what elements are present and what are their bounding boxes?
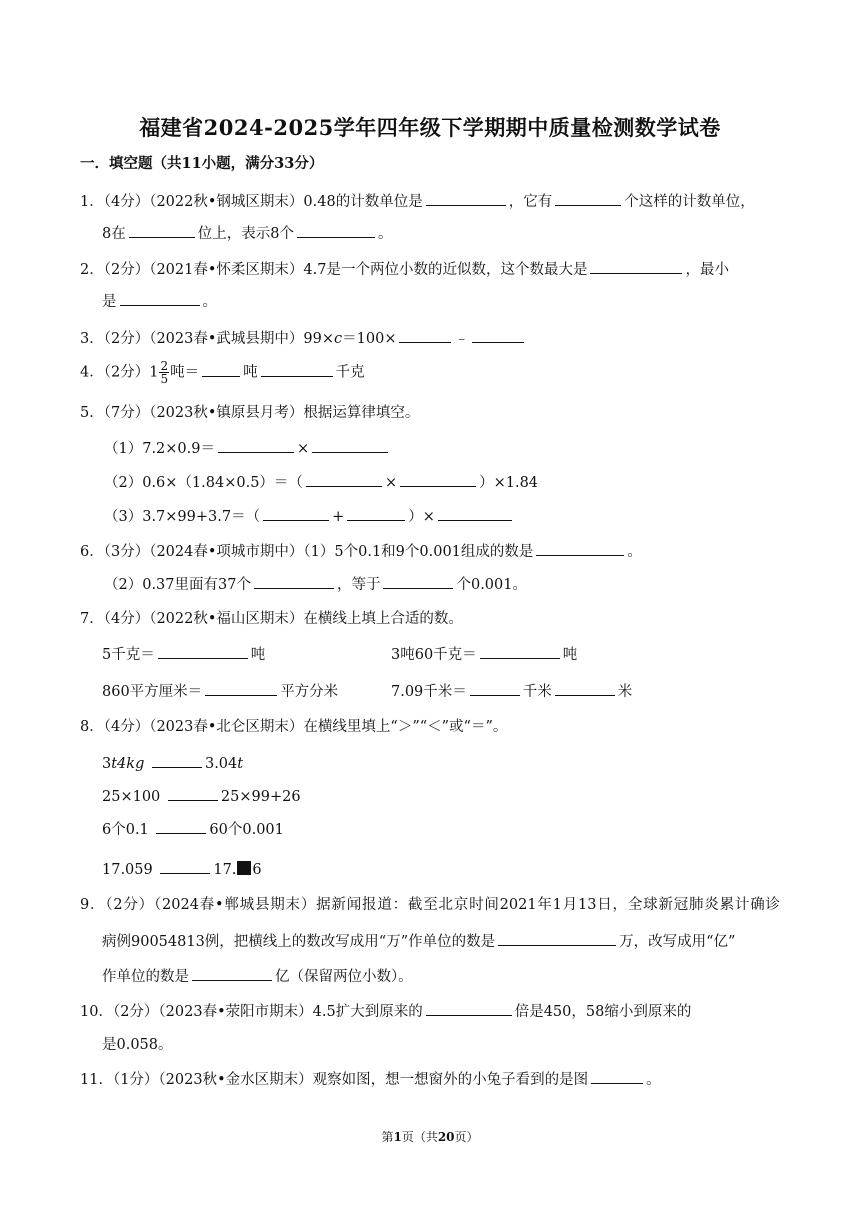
question-9-line-3: 作单位的数是 亿（保留两位小数）。 xyxy=(102,965,413,986)
answer-blank[interactable] xyxy=(555,190,621,206)
answer-blank[interactable] xyxy=(168,785,218,801)
answer-blank[interactable] xyxy=(152,752,202,768)
answer-blank[interactable] xyxy=(470,680,520,696)
question-7: 7．（4分）（2022秋•福山区期末）在横线上填上合适的数。 xyxy=(80,611,463,627)
answer-blank[interactable] xyxy=(426,1000,512,1016)
question-2-line-2: 是 。 xyxy=(102,290,217,311)
answer-blank[interactable] xyxy=(438,505,512,521)
question-6: 6．（3分）（2024春•项城市期中）（1）5个0.1和9个0.001组成的数是 。 xyxy=(80,540,642,561)
answer-blank[interactable] xyxy=(472,327,524,343)
answer-blank[interactable] xyxy=(383,573,453,589)
question-8-row-3: 6个0.1 60个0.001 xyxy=(102,818,284,839)
question-8-row-1: 3t4kg 3.04t xyxy=(102,752,243,772)
answer-blank[interactable] xyxy=(555,680,615,696)
answer-blank[interactable] xyxy=(536,540,624,556)
answer-blank[interactable] xyxy=(205,680,277,696)
question-9-line-2: 病例90054813例，把横线上的数改写成用“万”作单位的数是 万，改写成用“亿” xyxy=(102,930,735,951)
answer-blank[interactable] xyxy=(120,290,200,306)
answer-blank[interactable] xyxy=(480,643,560,659)
answer-blank[interactable] xyxy=(129,222,195,238)
question-5-part-3: （3）3.7×99+3.7＝（ + ）× xyxy=(104,505,515,526)
question-9-line-1: 9．（2分）（2024春•郸城县期末）据新闻报道：截至北京时间2021年1月13日，全球新冠肺炎累计确诊 xyxy=(80,897,780,913)
question-10-line-1: 10．（2分）（2023春•荥阳市期末）4.5扩大到原来的 倍是450，58缩小到原来的 xyxy=(80,1000,691,1021)
answer-blank[interactable] xyxy=(399,327,451,343)
question-1-line-2: 8在 位上，表示8个 。 xyxy=(102,222,392,243)
question-11: 11．（1分）（2023秋•金水区期末）观察如图，想一想窗外的小兔子看到的是图 。 xyxy=(80,1068,661,1089)
page-footer: 第1页（共20页） xyxy=(381,1130,479,1144)
question-7-row-1-left: 5千克＝ 吨 xyxy=(102,643,265,664)
answer-blank[interactable] xyxy=(156,818,206,834)
answer-blank[interactable] xyxy=(261,361,333,377)
question-8: 8．（4分）（2023春•北仑区期末）在横线里填上“＞”“＜”或“＝”。 xyxy=(80,719,508,735)
answer-blank[interactable] xyxy=(263,505,329,521)
answer-blank[interactable] xyxy=(312,437,388,453)
question-1-line-1: 1．（4分）（2022秋•钢城区期末）0.48的计数单位是 ，它有 个这样的计数单位， xyxy=(80,190,755,211)
answer-blank[interactable] xyxy=(158,643,248,659)
answer-blank[interactable] xyxy=(202,361,240,377)
answer-blank[interactable] xyxy=(426,190,506,206)
question-5-part-2: （2）0.6×（1.84×0.5）＝（ × ）×1.84 xyxy=(104,471,538,492)
answer-blank[interactable] xyxy=(254,573,334,589)
question-6-part-2: （2）0.37里面有37个 ，等于 个0.001。 xyxy=(104,573,527,594)
answer-blank[interactable] xyxy=(297,222,375,238)
question-3: 3．（2分）（2023春•武城县期中）99×c＝100× ﹣ xyxy=(80,327,527,348)
question-4: 4．（2分）1 $\frac{2}{5}$ 吨＝ 吨 千克 xyxy=(80,359,365,386)
question-5: 5．（7分）（2023秋•镇原县月考）根据运算律填空。 xyxy=(80,405,420,421)
section-heading: 一．填空题（共11小题，满分33分） xyxy=(80,155,324,172)
answer-blank[interactable] xyxy=(498,930,616,946)
question-7-row-2-left: 860平方厘米＝ 平方分米 xyxy=(102,680,338,701)
page-title: 福建省2024-2025学年四年级下学期期中质量检测数学试卷 xyxy=(139,115,721,140)
answer-blank[interactable] xyxy=(306,471,382,487)
question-5-part-1: （1）7.2×0.9＝ × xyxy=(104,437,391,458)
question-10-line-2: 是0.058。 xyxy=(102,1037,173,1053)
answer-blank[interactable] xyxy=(590,258,682,274)
answer-blank[interactable] xyxy=(192,965,272,981)
question-2-line-1: 2．（2分）（2021春•怀柔区期末）4.7是一个两位小数的近似数，这个数最大是 ，最小 xyxy=(80,258,729,279)
hidden-digit-square-icon xyxy=(237,861,251,875)
answer-blank[interactable] xyxy=(218,437,294,453)
question-8-row-4: 17.059 17. 6 xyxy=(102,858,262,878)
answer-blank[interactable] xyxy=(347,505,405,521)
answer-blank[interactable] xyxy=(400,471,476,487)
answer-blank[interactable] xyxy=(160,858,210,874)
question-7-row-1-right: 3吨60千克＝ 吨 xyxy=(391,643,577,664)
question-8-row-2: 25×100 25×99+26 xyxy=(102,785,301,805)
answer-blank[interactable] xyxy=(591,1068,643,1084)
mixed-fraction: $\frac{2}{5}$ xyxy=(160,359,169,386)
question-7-row-2-right: 7.09千米＝ 千米 米 xyxy=(391,680,632,701)
